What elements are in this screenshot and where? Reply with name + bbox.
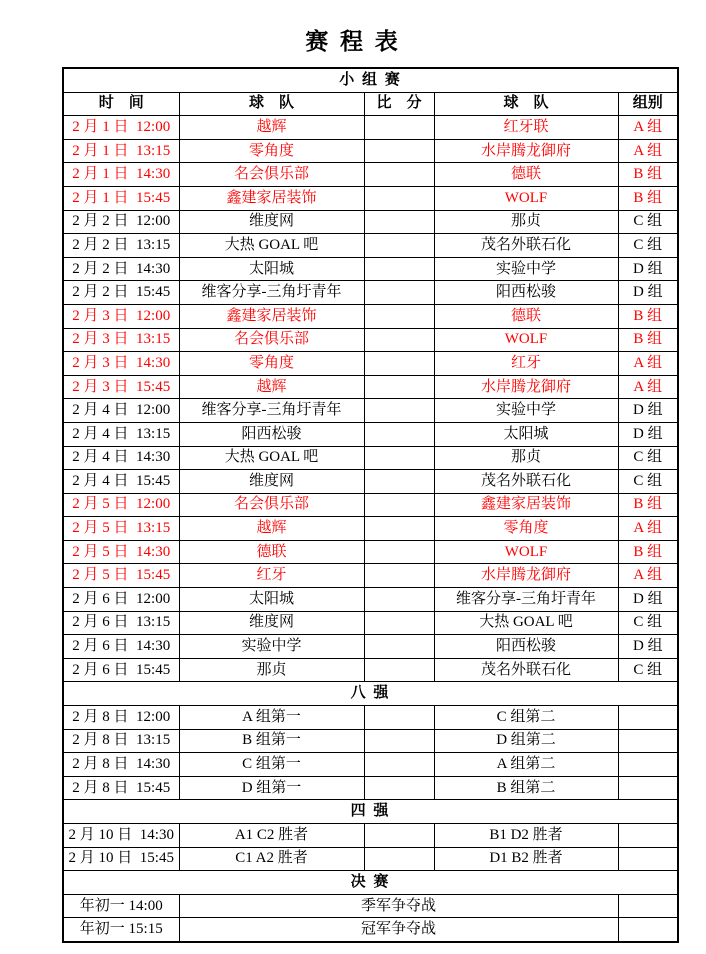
group-cell: D 组: [618, 635, 678, 659]
table-row: [63, 588, 678, 612]
table-row: [63, 753, 678, 777]
table-row: [63, 352, 678, 376]
score-cell: [364, 257, 434, 281]
group-cell: [618, 847, 678, 871]
table-row: [63, 257, 678, 281]
group-cell: D 组: [618, 257, 678, 281]
home-team-cell: 实验中学: [179, 635, 364, 659]
table-row: [63, 493, 678, 517]
away-team-cell: 阳西松骏: [434, 281, 618, 305]
away-team-cell: 茂名外联石化: [434, 234, 618, 258]
section-row-group-stage: [63, 68, 678, 92]
home-team-cell: C 组第一: [179, 753, 364, 777]
table-row: [63, 517, 678, 541]
score-cell: [364, 116, 434, 140]
away-team-cell: 实验中学: [434, 399, 618, 423]
home-team-cell: 阳西松骏: [179, 422, 364, 446]
match-time-cell: 2 月 4 日 15:45: [63, 470, 179, 494]
score-cell: [364, 588, 434, 612]
group-cell: B 组: [618, 328, 678, 352]
match-time-cell: 2 月 6 日 12:00: [63, 588, 179, 612]
match-time-cell: 2 月 10 日 14:30: [63, 824, 179, 848]
match-time-cell: 2 月 8 日 13:15: [63, 729, 179, 753]
match-time-cell: 2 月 10 日 15:45: [63, 847, 179, 871]
match-time-cell: 2 月 1 日 13:15: [63, 139, 179, 163]
away-team-cell: 鑫建家居装饰: [434, 493, 618, 517]
home-team-cell: 名会俱乐部: [179, 328, 364, 352]
score-cell: [364, 163, 434, 187]
group-cell: [618, 894, 678, 918]
home-team-cell: 维度网: [179, 611, 364, 635]
home-team-cell: 越辉: [179, 116, 364, 140]
away-team-cell: 维客分享-三角圩青年: [434, 588, 618, 612]
group-cell: C 组: [618, 446, 678, 470]
home-team-cell: 零角度: [179, 352, 364, 376]
home-team-cell: C1 A2 胜者: [179, 847, 364, 871]
group-cell: C 组: [618, 470, 678, 494]
match-time-cell: 2 月 4 日 14:30: [63, 446, 179, 470]
score-cell: [364, 281, 434, 305]
table-row: [63, 139, 678, 163]
away-team-cell: WOLF: [434, 540, 618, 564]
schedule-table: [62, 67, 679, 943]
match-time-cell: 2 月 4 日 12:00: [63, 399, 179, 423]
score-cell: [364, 446, 434, 470]
table-row: [63, 776, 678, 800]
table-row: [63, 422, 678, 446]
column-header: 时 间: [63, 92, 179, 116]
match-time-cell: 2 月 5 日 15:45: [63, 564, 179, 588]
away-team-cell: 那贞: [434, 446, 618, 470]
away-team-cell: 大热 GOAL 吧: [434, 611, 618, 635]
match-time-cell: 2 月 3 日 14:30: [63, 352, 179, 376]
table-row: [63, 635, 678, 659]
match-time-cell: 年初一 15:15: [63, 918, 179, 942]
home-team-cell: 名会俱乐部: [179, 163, 364, 187]
away-team-cell: D1 B2 胜者: [434, 847, 618, 871]
table-row: [63, 918, 678, 942]
match-time-cell: 2 月 3 日 15:45: [63, 375, 179, 399]
group-cell: B 组: [618, 493, 678, 517]
table-row: [63, 328, 678, 352]
score-cell: [364, 540, 434, 564]
group-cell: [618, 729, 678, 753]
column-header: 比 分: [364, 92, 434, 116]
away-team-cell: 水岸腾龙御府: [434, 139, 618, 163]
home-team-cell: 大热 GOAL 吧: [179, 234, 364, 258]
group-cell: [618, 776, 678, 800]
group-cell: D 组: [618, 588, 678, 612]
home-team-cell: 鑫建家居装饰: [179, 186, 364, 210]
table-row: [63, 375, 678, 399]
home-team-cell: 太阳城: [179, 588, 364, 612]
score-cell: [364, 729, 434, 753]
score-cell: [364, 186, 434, 210]
table-row: [63, 611, 678, 635]
column-header-row: [63, 92, 678, 116]
score-cell: [364, 824, 434, 848]
table-row: [63, 540, 678, 564]
home-team-cell: D 组第一: [179, 776, 364, 800]
home-team-cell: 大热 GOAL 吧: [179, 446, 364, 470]
group-cell: B 组: [618, 540, 678, 564]
section-row-quarter-finals: [63, 682, 678, 706]
home-team-cell: 维客分享-三角圩青年: [179, 281, 364, 305]
home-team-cell: 名会俱乐部: [179, 493, 364, 517]
away-team-cell: 水岸腾龙御府: [434, 375, 618, 399]
group-cell: A 组: [618, 139, 678, 163]
score-cell: [364, 564, 434, 588]
match-time-cell: 2 月 1 日 15:45: [63, 186, 179, 210]
group-cell: C 组: [618, 234, 678, 258]
table-row: [63, 210, 678, 234]
away-team-cell: B 组第二: [434, 776, 618, 800]
match-time-cell: 2 月 6 日 15:45: [63, 658, 179, 682]
column-header: 球 队: [179, 92, 364, 116]
table-row: [63, 729, 678, 753]
score-cell: [364, 611, 434, 635]
away-team-cell: 那贞: [434, 210, 618, 234]
away-team-cell: 红牙联: [434, 116, 618, 140]
group-cell: A 组: [618, 116, 678, 140]
page-title: 赛 程 表: [305, 29, 401, 54]
home-team-cell: 维度网: [179, 210, 364, 234]
match-time-cell: 2 月 6 日 13:15: [63, 611, 179, 635]
score-cell: [364, 658, 434, 682]
match-time-cell: 2 月 3 日 12:00: [63, 304, 179, 328]
home-team-cell: A1 C2 胜者: [179, 824, 364, 848]
group-cell: A 组: [618, 375, 678, 399]
group-cell: [618, 824, 678, 848]
match-time-cell: 2 月 5 日 12:00: [63, 493, 179, 517]
group-cell: C 组: [618, 611, 678, 635]
score-cell: [364, 517, 434, 541]
match-time-cell: 年初一 14:00: [63, 894, 179, 918]
score-cell: [364, 352, 434, 376]
score-cell: [364, 776, 434, 800]
score-cell: [364, 422, 434, 446]
group-cell: B 组: [618, 163, 678, 187]
score-cell: [364, 139, 434, 163]
away-team-cell: 实验中学: [434, 257, 618, 281]
match-time-cell: 2 月 1 日 12:00: [63, 116, 179, 140]
match-label-cell: 季军争夺战: [179, 894, 618, 918]
match-time-cell: 2 月 2 日 12:00: [63, 210, 179, 234]
section-header-finals: 决 赛: [63, 871, 678, 895]
score-cell: [364, 847, 434, 871]
away-team-cell: WOLF: [434, 186, 618, 210]
away-team-cell: A 组第二: [434, 753, 618, 777]
group-cell: C 组: [618, 210, 678, 234]
table-row: [63, 234, 678, 258]
table-row: [63, 281, 678, 305]
group-cell: [618, 918, 678, 942]
score-cell: [364, 234, 434, 258]
home-team-cell: 鑫建家居装饰: [179, 304, 364, 328]
home-team-cell: A 组第一: [179, 706, 364, 730]
away-team-cell: 水岸腾龙御府: [434, 564, 618, 588]
group-cell: A 组: [618, 517, 678, 541]
home-team-cell: 越辉: [179, 517, 364, 541]
home-team-cell: 红牙: [179, 564, 364, 588]
score-cell: [364, 753, 434, 777]
away-team-cell: 德联: [434, 304, 618, 328]
group-cell: [618, 753, 678, 777]
away-team-cell: B1 D2 胜者: [434, 824, 618, 848]
away-team-cell: 红牙: [434, 352, 618, 376]
group-cell: D 组: [618, 422, 678, 446]
match-label-cell: 冠军争夺战: [179, 918, 618, 942]
table-row: [63, 116, 678, 140]
table-row: [63, 163, 678, 187]
table-row: [63, 304, 678, 328]
table-row: [63, 564, 678, 588]
section-row-finals: [63, 871, 678, 895]
match-time-cell: 2 月 6 日 14:30: [63, 635, 179, 659]
home-team-cell: 零角度: [179, 139, 364, 163]
table-row: [63, 824, 678, 848]
section-row-semi-finals: [63, 800, 678, 824]
group-cell: D 组: [618, 399, 678, 423]
match-time-cell: 2 月 4 日 13:15: [63, 422, 179, 446]
match-time-cell: 2 月 5 日 13:15: [63, 517, 179, 541]
table-row: [63, 470, 678, 494]
score-cell: [364, 399, 434, 423]
match-time-cell: 2 月 2 日 14:30: [63, 257, 179, 281]
section-header-group-stage: 小 组 赛: [63, 68, 678, 92]
match-time-cell: 2 月 2 日 13:15: [63, 234, 179, 258]
table-row: [63, 706, 678, 730]
table-row: [63, 399, 678, 423]
match-time-cell: 2 月 8 日 15:45: [63, 776, 179, 800]
home-team-cell: 维度网: [179, 470, 364, 494]
table-row: [63, 658, 678, 682]
section-header-semi-finals: 四 强: [63, 800, 678, 824]
away-team-cell: 零角度: [434, 517, 618, 541]
score-cell: [364, 635, 434, 659]
column-header: 球 队: [434, 92, 618, 116]
schedule-body: [63, 68, 678, 942]
group-cell: A 组: [618, 564, 678, 588]
match-time-cell: 2 月 1 日 14:30: [63, 163, 179, 187]
score-cell: [364, 493, 434, 517]
score-cell: [364, 304, 434, 328]
home-team-cell: 德联: [179, 540, 364, 564]
home-team-cell: B 组第一: [179, 729, 364, 753]
match-time-cell: 2 月 8 日 12:00: [63, 706, 179, 730]
away-team-cell: C 组第二: [434, 706, 618, 730]
away-team-cell: 茂名外联石化: [434, 470, 618, 494]
group-cell: C 组: [618, 658, 678, 682]
home-team-cell: 那贞: [179, 658, 364, 682]
away-team-cell: 阳西松骏: [434, 635, 618, 659]
group-cell: D 组: [618, 281, 678, 305]
score-cell: [364, 706, 434, 730]
away-team-cell: WOLF: [434, 328, 618, 352]
away-team-cell: 茂名外联石化: [434, 658, 618, 682]
home-team-cell: 维客分享-三角圩青年: [179, 399, 364, 423]
away-team-cell: 太阳城: [434, 422, 618, 446]
home-team-cell: 太阳城: [179, 257, 364, 281]
table-row: [63, 847, 678, 871]
column-header: 组别: [618, 92, 678, 116]
score-cell: [364, 470, 434, 494]
section-header-quarter-finals: 八 强: [63, 682, 678, 706]
score-cell: [364, 210, 434, 234]
table-row: [63, 894, 678, 918]
score-cell: [364, 328, 434, 352]
table-row: [63, 186, 678, 210]
score-cell: [364, 375, 434, 399]
match-time-cell: 2 月 2 日 15:45: [63, 281, 179, 305]
group-cell: [618, 706, 678, 730]
away-team-cell: 德联: [434, 163, 618, 187]
group-cell: B 组: [618, 186, 678, 210]
group-cell: B 组: [618, 304, 678, 328]
match-time-cell: 2 月 3 日 13:15: [63, 328, 179, 352]
match-time-cell: 2 月 5 日 14:30: [63, 540, 179, 564]
group-cell: A 组: [618, 352, 678, 376]
match-time-cell: 2 月 8 日 14:30: [63, 753, 179, 777]
table-row: [63, 446, 678, 470]
away-team-cell: D 组第二: [434, 729, 618, 753]
home-team-cell: 越辉: [179, 375, 364, 399]
